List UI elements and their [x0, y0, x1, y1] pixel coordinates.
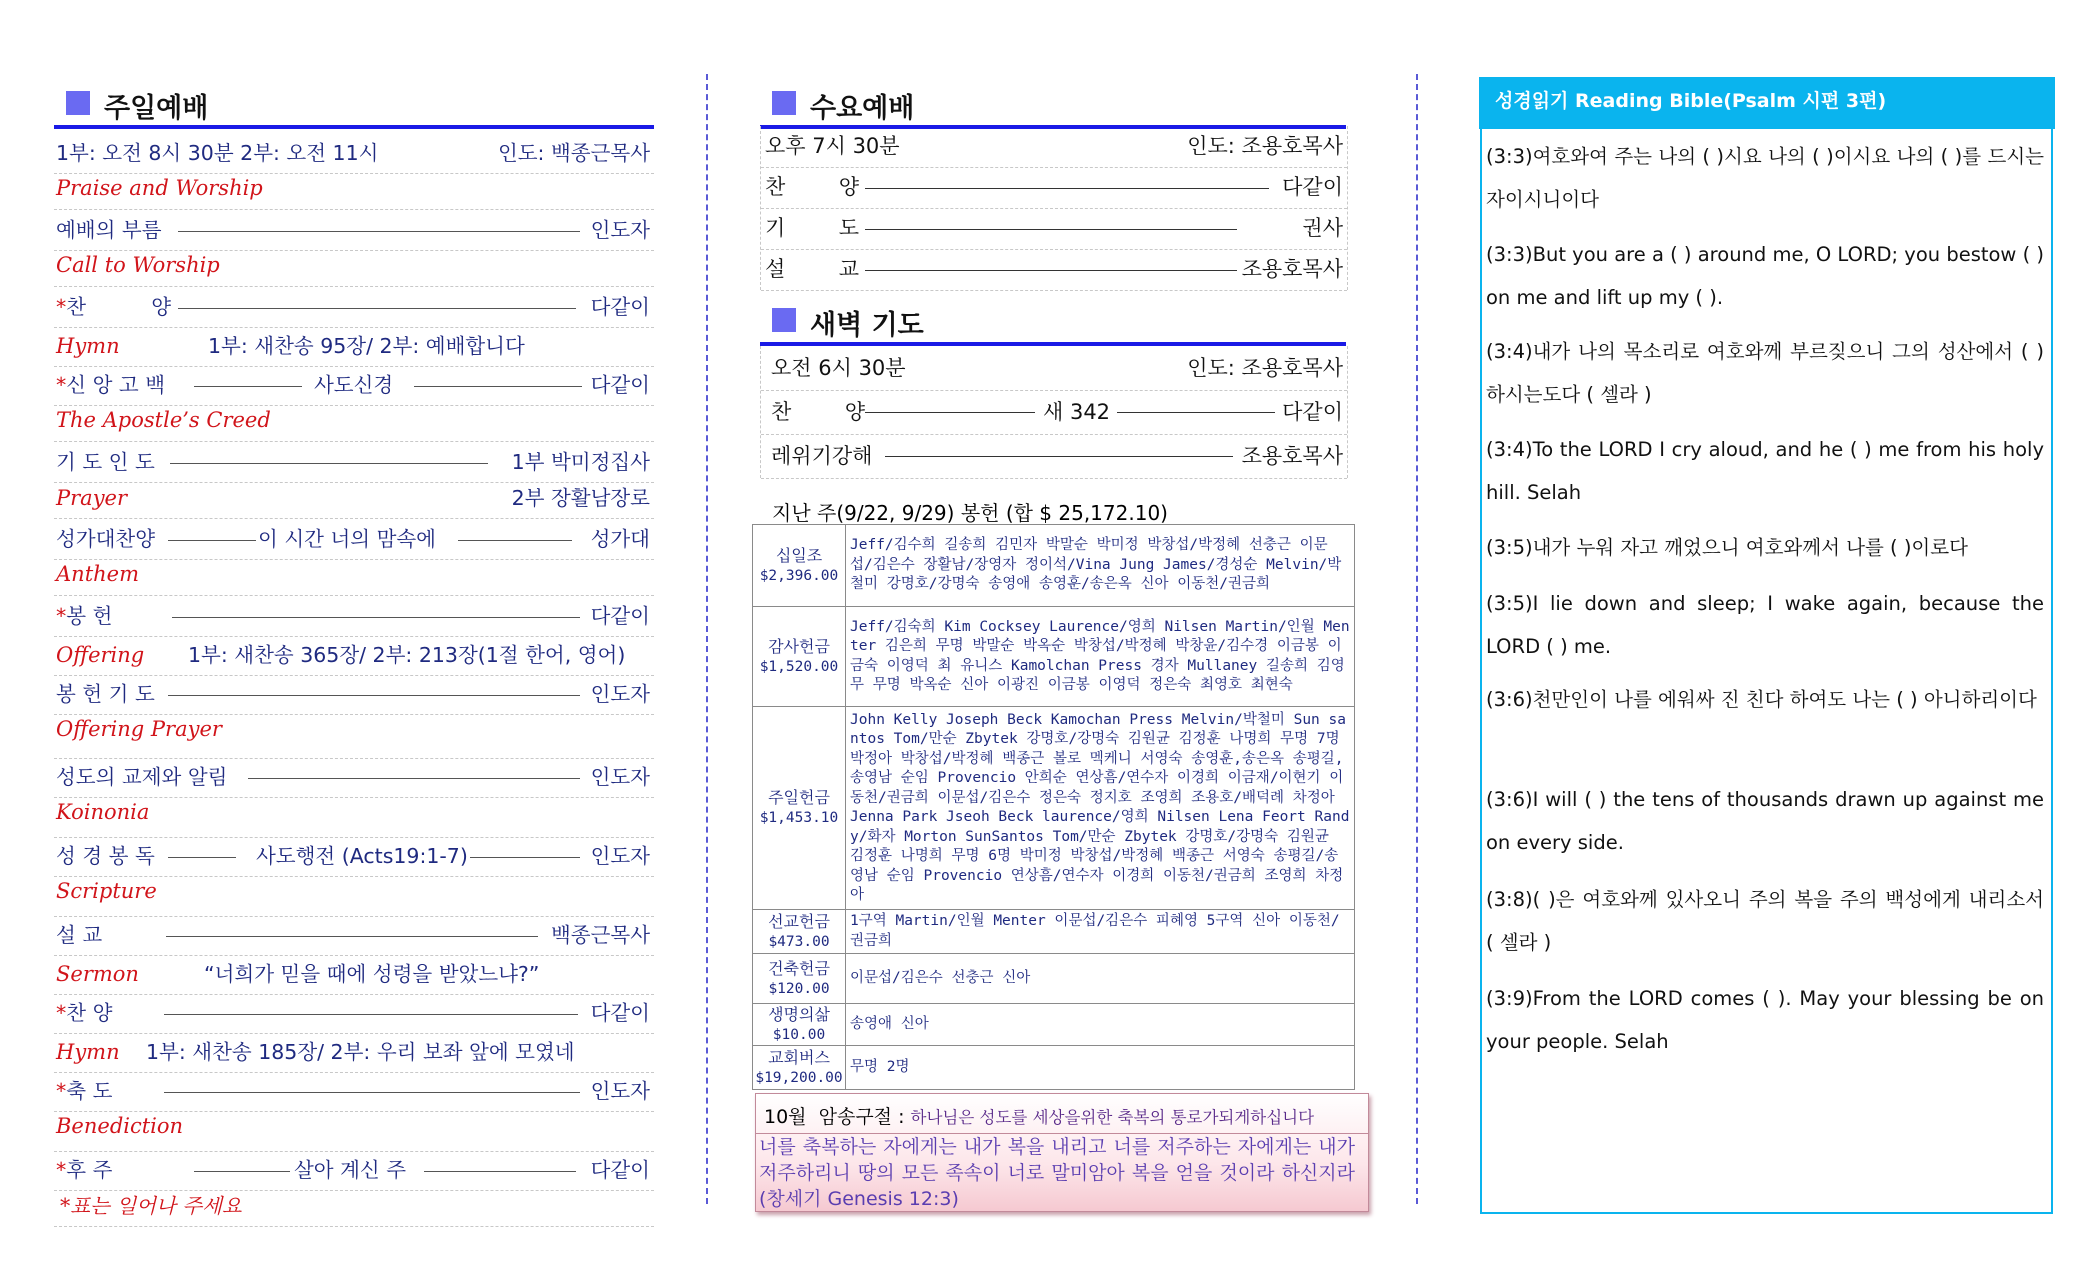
order-row-sub: [54, 559, 654, 596]
standing-footnote: *표는 일어나 주세요: [60, 1194, 242, 1218]
table-row: [753, 1004, 1355, 1046]
row-label: 찬 양: [66, 1001, 113, 1025]
category-label: 건축헌금: [768, 958, 830, 978]
hymn-number: 새 342: [1043, 400, 1111, 424]
table-row: [753, 1046, 1355, 1090]
leader-line: [168, 540, 256, 541]
row-label: 성가대찬양: [56, 527, 156, 551]
dawn-order: [760, 346, 1348, 478]
row-label: 1부: 오전 8시 30분 2부: 오전 11시: [56, 141, 379, 165]
donor-names: John Kelly Joseph Beck Kamochan Press Melvin/박철미 Sun santos Tom/만순 Zbytek 강명호/강명숙 김원균 김정훈 나명희 무명 7명 박정아 박창섭/박정혜 백종근 볼로 멕케니 서영숙 송영훈,송은옥 송평길,송영남 순임 Provencio 안희순 연상흠/연수자 이경희 이금재/이현기 이동천/권금희 이문섭/김은수 정은숙 정지호 조영희 조용호/배덕례 차정아 Jenna Park Jseoh Beck laurence/영희 Nilsen Lena Feort Randy/화자 Morton SunSantos Tom/만순 Zbytek 강명호/강명숙 김원균 김정훈 나명희 무명 6명 박미정 박창섭/박정혜 백종근 서영숙 송평길/송영남 순임 Provencio 연상흠/연수자 이경희 이동천/권금희 조영희 차정아: [846, 707, 1355, 910]
section-square-icon: [772, 91, 796, 115]
row-leader: 다같이: [1282, 175, 1343, 199]
sunday-header: [54, 81, 654, 129]
row-label: 봉 헌 기 도: [56, 682, 155, 706]
offering-category: [753, 707, 846, 910]
standing-mark: *: [56, 295, 67, 319]
row-label: 오후 7시 30분: [765, 134, 900, 158]
order-row-sub: [54, 714, 654, 759]
leader-line: [172, 617, 580, 618]
order-row: [54, 288, 654, 328]
memory-verse-subtitle: 하나님은 성도를 세상을위한 축복의 통로가되게하십니다: [910, 1108, 1315, 1127]
order-row: [54, 1072, 654, 1112]
row-label: 봉 헌: [66, 604, 113, 628]
donor-names: 이문섭/김은수 선충근 신아: [846, 954, 1355, 1004]
category-amount: $120.00: [768, 980, 830, 997]
offering-category: [753, 1046, 846, 1090]
order-row: [54, 675, 654, 715]
category-label: 생명의삶: [768, 1004, 830, 1024]
row-label: 기 도: [765, 216, 859, 240]
leader-line: [166, 936, 538, 937]
category-label: 십일조: [775, 545, 823, 565]
row-leader: 인도자: [590, 765, 650, 789]
row-english: Sermon: [56, 962, 139, 986]
donor-names: 1구역 Martin/인월 Menter 이문섭/김은수 피혜영 5구역 신아 이동천/권금희: [846, 910, 1355, 954]
donor-names: 송영애 신아: [846, 1004, 1355, 1046]
category-amount: $1,453.10: [759, 810, 839, 826]
leader-line: [194, 1171, 290, 1172]
leader-line: [865, 188, 1269, 189]
order-row-sub: [54, 250, 654, 287]
memory-verse-text: 너를 축복하는 자에게는 내가 복을 내리고 너를 저주하는 자에게는 내가 저주하리니 땅의 모든 족속이 너로 말미암아 복을 얻을 것이라 하신지라 (창세기 Genesis 12:3): [759, 1136, 1355, 1210]
reading-verse: (3:4)내가 나의 목소리로 여호와께 부르짖으니 그의 성산에서 ( )하시는도다 ( 셀라 ): [1486, 340, 2044, 406]
standing-mark: *: [56, 1079, 67, 1103]
order-row-sub: [54, 405, 654, 442]
order-row-sub: [54, 327, 654, 367]
order-row: [54, 366, 654, 406]
row-leader: 백종근목사: [550, 923, 650, 947]
row-leader: 권사: [1302, 216, 1343, 240]
row-label: 기 도 인 도: [56, 450, 155, 474]
row-leader: 인도자: [590, 1079, 650, 1103]
row-english: Offering Prayer: [56, 717, 222, 741]
category-amount: $1,520.00: [759, 658, 839, 675]
row-leader: 다같이: [1282, 400, 1343, 424]
sunday-title: 주일예배: [104, 93, 209, 124]
leader-line: [865, 229, 1237, 230]
row-leader: 인도: 백종근목사: [497, 141, 650, 165]
row-label: 찬 양: [66, 295, 172, 319]
donor-names: 무명 2명: [846, 1046, 1355, 1090]
standing-mark: *: [56, 1158, 67, 1182]
table-row: [753, 525, 1355, 607]
row-label: 축 도: [66, 1079, 113, 1103]
row-detail: 1부: 새찬송 365장/ 2부: 213장(1절 한어, 영어): [188, 643, 626, 667]
category-label: 선교헌금: [768, 911, 830, 931]
row-leader: 1부 박미정집사: [511, 450, 650, 474]
footnote-row: [54, 1190, 654, 1227]
row-content: 사도행전 (Acts19:1-7): [256, 844, 468, 868]
dawn-row: [761, 434, 1347, 479]
column-divider-2: [1416, 74, 1418, 1204]
reading-bible-box: [1480, 129, 2053, 1214]
leader-line: [168, 857, 236, 858]
leader-line: [194, 386, 302, 387]
order-row-sub: [54, 173, 654, 210]
standing-mark: *: [56, 604, 67, 628]
order-row-sub: [54, 482, 654, 519]
memory-verse-header: [764, 1102, 1314, 1129]
order-row-sub: [54, 1111, 654, 1152]
reading-verse: (3:9)From the LORD comes ( ). May your blessing be on your people. Selah: [1486, 987, 2044, 1053]
row-leader: 인도자: [590, 682, 650, 706]
wednesday-header: [760, 81, 1346, 129]
leader-line: [885, 456, 1233, 457]
offering-table: [752, 524, 1355, 1090]
row-leader-2: 2부 장활남장로: [511, 486, 650, 510]
row-content: 이 시간 너의 맘속에: [258, 527, 436, 551]
reading-verse: (3:3)But you are a ( ) around me, O LORD; you bestow ( ) on me and lift up my ( ).: [1486, 243, 2044, 309]
order-row: [54, 597, 654, 637]
leader-line: [458, 540, 572, 541]
row-leader: 인도: 조용호목사: [1187, 134, 1343, 158]
reading-verse: (3:5)I lie down and sleep; I wake again, because the LORD ( ) me.: [1486, 592, 2044, 658]
wed-row: [761, 126, 1347, 168]
order-row: [54, 520, 654, 560]
category-amount: $10.00: [772, 1026, 826, 1043]
dawn-header: [760, 298, 1346, 346]
row-leader: 인도자: [590, 844, 650, 868]
leader-line: [164, 1014, 578, 1015]
category-amount: $19,200.00: [755, 1069, 843, 1086]
offering-title: 지난 주(9/22, 9/29) 봉헌 (합 $ 25,172.10): [772, 501, 1168, 525]
order-row: [54, 211, 654, 251]
order-row: [54, 994, 654, 1034]
row-english: Koinonia: [56, 800, 150, 824]
column-divider-1: [706, 74, 708, 1204]
reading-verse: (3:5)내가 누워 자고 깨었으니 여호와께서 나를 ( )이로다: [1486, 536, 1968, 559]
row-leader: 조용호목사: [1241, 257, 1343, 281]
row-content: 살아 계신 주: [294, 1158, 407, 1182]
section-square-icon: [772, 308, 796, 332]
category-amount: $473.00: [768, 933, 830, 950]
wed-row: [761, 208, 1347, 250]
row-content: 사도신경: [314, 373, 394, 397]
row-english: Hymn: [56, 1040, 120, 1064]
order-row: [54, 916, 654, 956]
row-leader: 다같이: [590, 295, 650, 319]
row-english: Call to Worship: [56, 253, 220, 277]
standing-mark: *: [56, 373, 67, 397]
row-english: Praise and Worship: [56, 176, 263, 200]
wed-row: [761, 249, 1347, 291]
reading-verse: (3:4)To the LORD I cry aloud, and he ( ) me from his holy hill. Selah: [1486, 438, 2044, 504]
offering-category: [753, 910, 846, 954]
reading-bible-title: 성경읽기 Reading Bible(Psalm 시편 3편): [1495, 90, 1887, 112]
row-label: 성도의 교제와 알림: [56, 765, 228, 789]
order-row-sub: [54, 797, 654, 838]
table-row: [753, 607, 1355, 707]
row-leader: 다같이: [590, 1158, 650, 1182]
row-english: Prayer: [56, 486, 128, 510]
memory-verse-box: [755, 1093, 1369, 1212]
dawn-title: 새벽 기도: [810, 310, 924, 341]
leader-line: [178, 308, 576, 309]
category-label: 감사헌금: [768, 636, 830, 656]
sermon-title: “너희가 믿을 때에 성령을 받았느냐?”: [204, 962, 540, 986]
order-row: [54, 134, 654, 174]
memory-verse-label: 10월 암송구절 :: [764, 1106, 905, 1128]
order-row: [54, 758, 654, 798]
wed-row: [761, 167, 1347, 209]
row-label: 설 교: [765, 257, 859, 281]
row-english: Benediction: [56, 1114, 184, 1138]
order-row: [54, 837, 654, 877]
table-row: [753, 707, 1355, 910]
row-label: 오전 6시 30분: [771, 356, 906, 380]
reading-verse: (3:6)I will ( ) the tens of thousands drawn up against me on every side.: [1486, 788, 2044, 854]
row-label: 성 경 봉 독: [56, 844, 155, 868]
row-label: 예배의 부름: [56, 218, 162, 242]
order-row: [54, 1151, 654, 1191]
offering-category: [753, 1004, 846, 1046]
row-detail: 1부: 새찬송 95장/ 2부: 예배합니다: [208, 334, 525, 358]
row-label: 찬 양: [771, 400, 865, 424]
offering-category: [753, 954, 846, 1004]
order-row-sub: [54, 955, 654, 995]
row-label: 레위기강해: [771, 444, 873, 468]
leader-line: [248, 778, 580, 779]
table-row: [753, 910, 1355, 954]
row-leader: 다같이: [590, 604, 650, 628]
offering-category: [753, 607, 846, 707]
leader-line: [414, 386, 582, 387]
row-leader: 성가대: [590, 527, 650, 551]
row-label: 설 교: [56, 923, 103, 947]
wednesday-order: [760, 126, 1348, 290]
row-label: 신 앙 고 백: [66, 373, 166, 397]
leader-line: [178, 231, 580, 232]
leader-line: [164, 1092, 580, 1093]
order-row-sub: [54, 876, 654, 917]
standing-mark: *: [56, 1001, 67, 1025]
leader-line: [1117, 412, 1275, 413]
table-row: [753, 954, 1355, 1004]
leader-line: [865, 270, 1237, 271]
order-row: [54, 443, 654, 483]
dawn-row: [761, 346, 1347, 391]
leader-line: [470, 857, 580, 858]
row-leader: 다같이: [590, 373, 650, 397]
sunday-order: [54, 134, 654, 1226]
reading-verse: (3:6)천만인이 나를 에워싸 진 친다 하여도 나는 ( ) 아니하리이다: [1486, 688, 2037, 711]
row-english: Hymn: [56, 334, 120, 358]
wednesday-title: 수요예배: [810, 93, 915, 124]
row-label: 후 주: [66, 1158, 113, 1182]
leader-line: [865, 412, 1035, 413]
donor-names: Jeff/김수희 길송희 김민자 박말순 박미정 박창섭/박정혜 선충근 이문섭/김은수 장활남/장영자 정이석/Vina Jung James/경성순 Melvin/박철미 강명호/강명숙 송영애 송영훈/송은옥 신아 이동천/권금희: [846, 525, 1355, 607]
order-row-sub: [54, 1033, 654, 1073]
offering-category: [753, 525, 846, 607]
row-english: Anthem: [56, 562, 139, 586]
leader-line: [424, 1171, 576, 1172]
row-english: Offering: [56, 643, 145, 667]
row-english: The Apostle’s Creed: [56, 408, 271, 432]
row-english: Scripture: [56, 879, 157, 903]
row-leader: 조용호목사: [1241, 444, 1343, 468]
row-leader: 인도자: [590, 218, 650, 242]
category-label: 주일헌금: [768, 788, 830, 807]
row-leader: 다같이: [590, 1001, 650, 1025]
reading-verse: (3:3)여호와여 주는 나의 ( )시요 나의 ( )이시요 나의 ( )를 드시는 자이시니이다: [1486, 145, 2044, 211]
row-label: 찬 양: [765, 175, 859, 199]
category-label: 교회버스: [768, 1047, 830, 1067]
section-square-icon: [66, 91, 90, 115]
reading-bible-header: [1479, 77, 2055, 129]
row-detail: 1부: 새찬송 185장/ 2부: 우리 보좌 앞에 모였네: [146, 1040, 575, 1064]
category-amount: $2,396.00: [759, 567, 839, 584]
row-leader: 인도: 조용호목사: [1187, 356, 1343, 380]
dawn-row: [761, 390, 1347, 435]
leader-line: [168, 695, 580, 696]
leader-line: [170, 463, 488, 464]
reading-verse: (3:8)( )은 여호와께 있사오니 주의 복을 주의 백성에게 내리소서 ( 셀라 ): [1486, 888, 2044, 954]
donor-names: Jeff/김숙희 Kim Cocksey Laurence/영희 Nilsen Martin/인월 Menter 김은희 무명 박말순 박옥순 박창섭/박정혜 박창윤/김수경 이금봉 이금숙 이영덕 최 유니스 Kamolchan Press 경자 Mullaney 길송희 김영무 무명 박옥순 신아 이광진 이금봉 이영덕 정은숙 최영호 최현숙: [846, 607, 1355, 707]
order-row-sub: [54, 636, 654, 676]
